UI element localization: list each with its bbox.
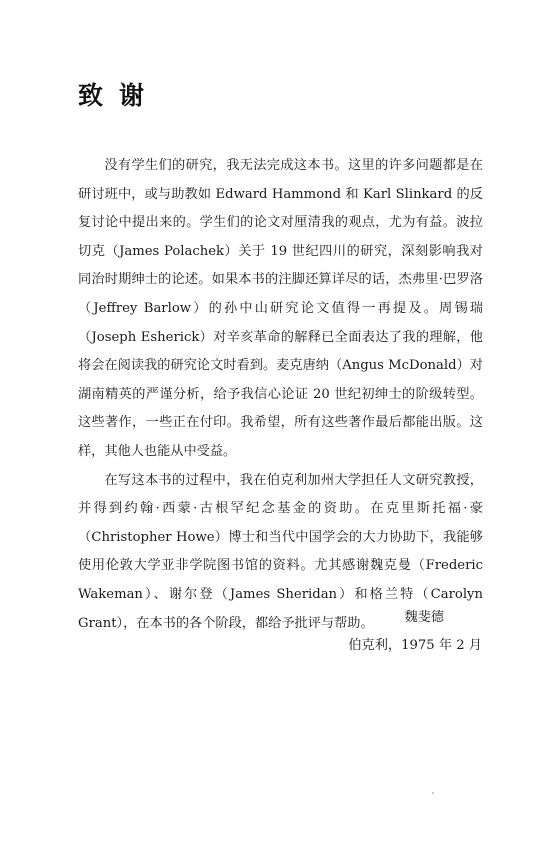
acknowledgements-body bbox=[78, 152, 483, 638]
paper-speck bbox=[432, 792, 434, 794]
author-signature: 魏斐德 bbox=[404, 610, 444, 625]
place-and-date: 伯克利，1975 年 2 月 bbox=[348, 638, 482, 653]
paragraph-1: 没有学生们的研究，我无法完成这本书。这里的许多问题都是在研讨班中，或与助教如 Edward Hammond 和 Karl Slinkard 的反复讨论中提出来的。学生们的论文对厘清我的观点，尤为有益。波拉切克（James Polachek）关于 19 世纪四川的研究，深刻影响我对同治时期绅士的论述。如果本书的注脚还算详尽的话，杰弗里·巴罗洛（Jeffrey Barlow）的孙中山研究论文值得一再提及。周锡瑞（Joseph Esherick）对辛亥革命的解释已全面表达了我的理解，他将会在阅读我的研究论文时看到。麦克唐纳（Angus McDonald）对湖南精英的严谨分析，给予我信心论证 20 世纪初绅士的阶级转型。这些著作，一些正在付印。我希望，所有这些著作最后都能出版。这样，其他人也能从中受益。 bbox=[78, 158, 483, 459]
page-title: 致谢 bbox=[78, 81, 161, 110]
paragraph-2: 在写这本书的过程中，我在伯克利加州大学担任人文研究教授，并得到约翰·西蒙·古根罕纪念基金的资助。在克里斯托福·豪（Christopher Howe）博士和当代中国学会的大力协助下，我能够使用伦敦大学亚非学院图书馆的资料。尤其感谢魏克曼（Frederic Wakeman）、谢尔登（James Sheridan）和格兰特（Carolyn Grant），在本书的各个阶段，都给予批评与帮助。 bbox=[78, 472, 483, 631]
